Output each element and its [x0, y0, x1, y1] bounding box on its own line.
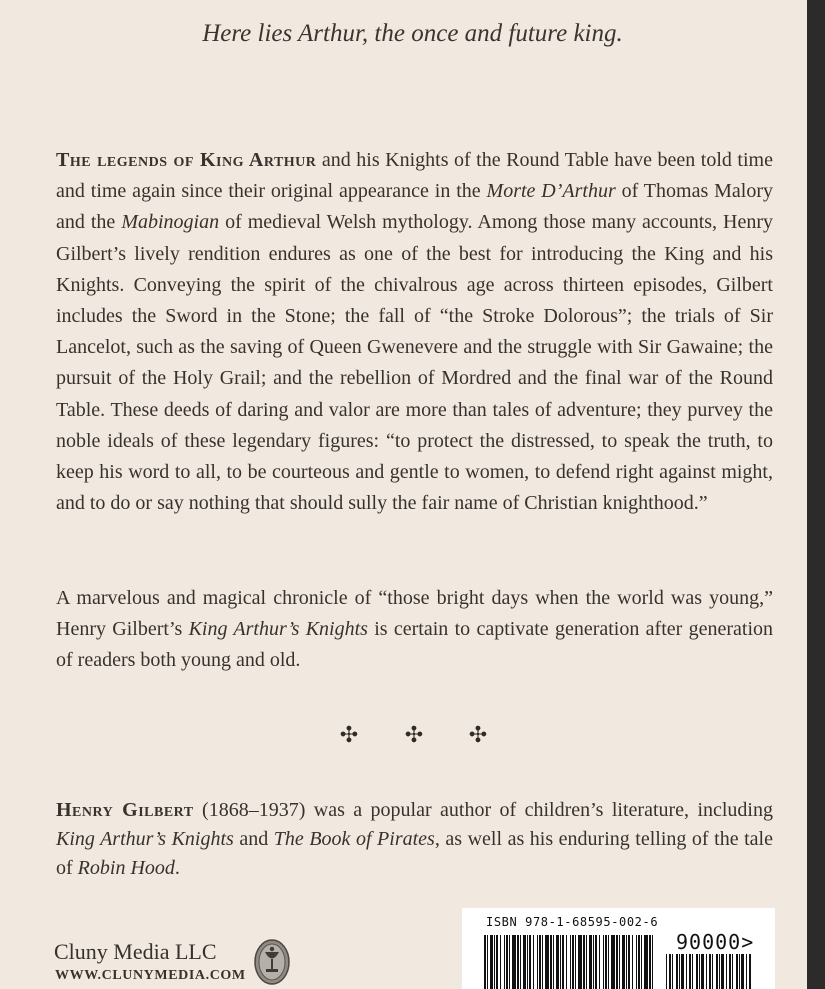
- description-lead: The legends of King Arthur: [56, 149, 317, 171]
- barcode-panel: [462, 908, 775, 989]
- bio-text: , as well as his enduring telling of the tale of: [56, 828, 773, 879]
- author-bio: [56, 796, 773, 883]
- fleuron-icon: ✣: [339, 723, 359, 748]
- description-paragraph-2: [56, 583, 773, 677]
- description-text: and his Knights of the Round Table have been told time and time again since their original appearance in the: [56, 149, 773, 203]
- author-name: Henry Gilbert: [56, 799, 194, 821]
- isbn-barcode: [484, 935, 654, 989]
- description-paragraph-1: [56, 145, 773, 519]
- publisher-url: WWW.CLUNYMEDIA.COM: [55, 968, 246, 983]
- bio-text: (1868–1937) was a popular author of children’s literature, including: [193, 799, 773, 821]
- bio-text: .: [174, 857, 180, 879]
- epigraph: Here lies Arthur, the once and future king.: [202, 20, 623, 47]
- title-book-of-pirates: The Book of Pirates: [273, 828, 435, 850]
- title-morte-darthur: Morte D’Arthur: [486, 180, 616, 203]
- isbn-label: ISBN 978-1-68595-002-6: [486, 915, 659, 929]
- description-text: of medieval Welsh mythology. Among those many accounts, Henry Gilbert’s lively rendition endures as one of the best for introducing the King and his Knights. Conveying the spirit of the chivalrous age across thirteen episodes, Gilbert includes the Sword in the Stone; the fall of “the Stroke Dolorous”; the trials of Sir Lancelot, such as the saving of Queen Gwenevere and the struggle with Sir Gawaine; the pursuit of the Holy Grail; and the rebellion of Mordred and the final war of the Round Table. These deeds of daring and valor are more than tales of adventure; they purvey the noble ideals of these legendary figures: “to protect the distressed, to speak the truth, to keep his word to all, to be courteous and gentle to women, to defend right against might, and to do or say nothing that should sully the fair name of Christian knighthood.”: [56, 211, 774, 515]
- price-barcode: [666, 954, 752, 989]
- fleuron-icon: ✣: [468, 723, 488, 748]
- title-robin-hood: Robin Hood: [77, 857, 175, 879]
- publisher-name: Cluny Media LLC: [54, 939, 217, 964]
- spine-edge: [807, 0, 825, 989]
- title-mabinogian: Mabinogian: [121, 211, 220, 234]
- fleuron-icon: ✣: [404, 723, 424, 748]
- title-king-arthurs-knights: King Arthur’s Knights: [56, 828, 234, 850]
- bio-text: and: [233, 828, 274, 850]
- chalice-seal-icon: [254, 939, 290, 985]
- description-text: A marvelous and magical chronicle of “those bright days when the world was young,” Henry Gilbert’s: [56, 587, 773, 641]
- ornament-divider: [0, 724, 825, 754]
- title-king-arthurs-knights: King Arthur’s Knights: [188, 618, 368, 641]
- description-text: is certain to captivate generation after generation of readers both young and old.: [56, 618, 774, 672]
- price-code: 90000>: [676, 930, 755, 954]
- description-text: of Thomas Malory and the: [56, 180, 773, 234]
